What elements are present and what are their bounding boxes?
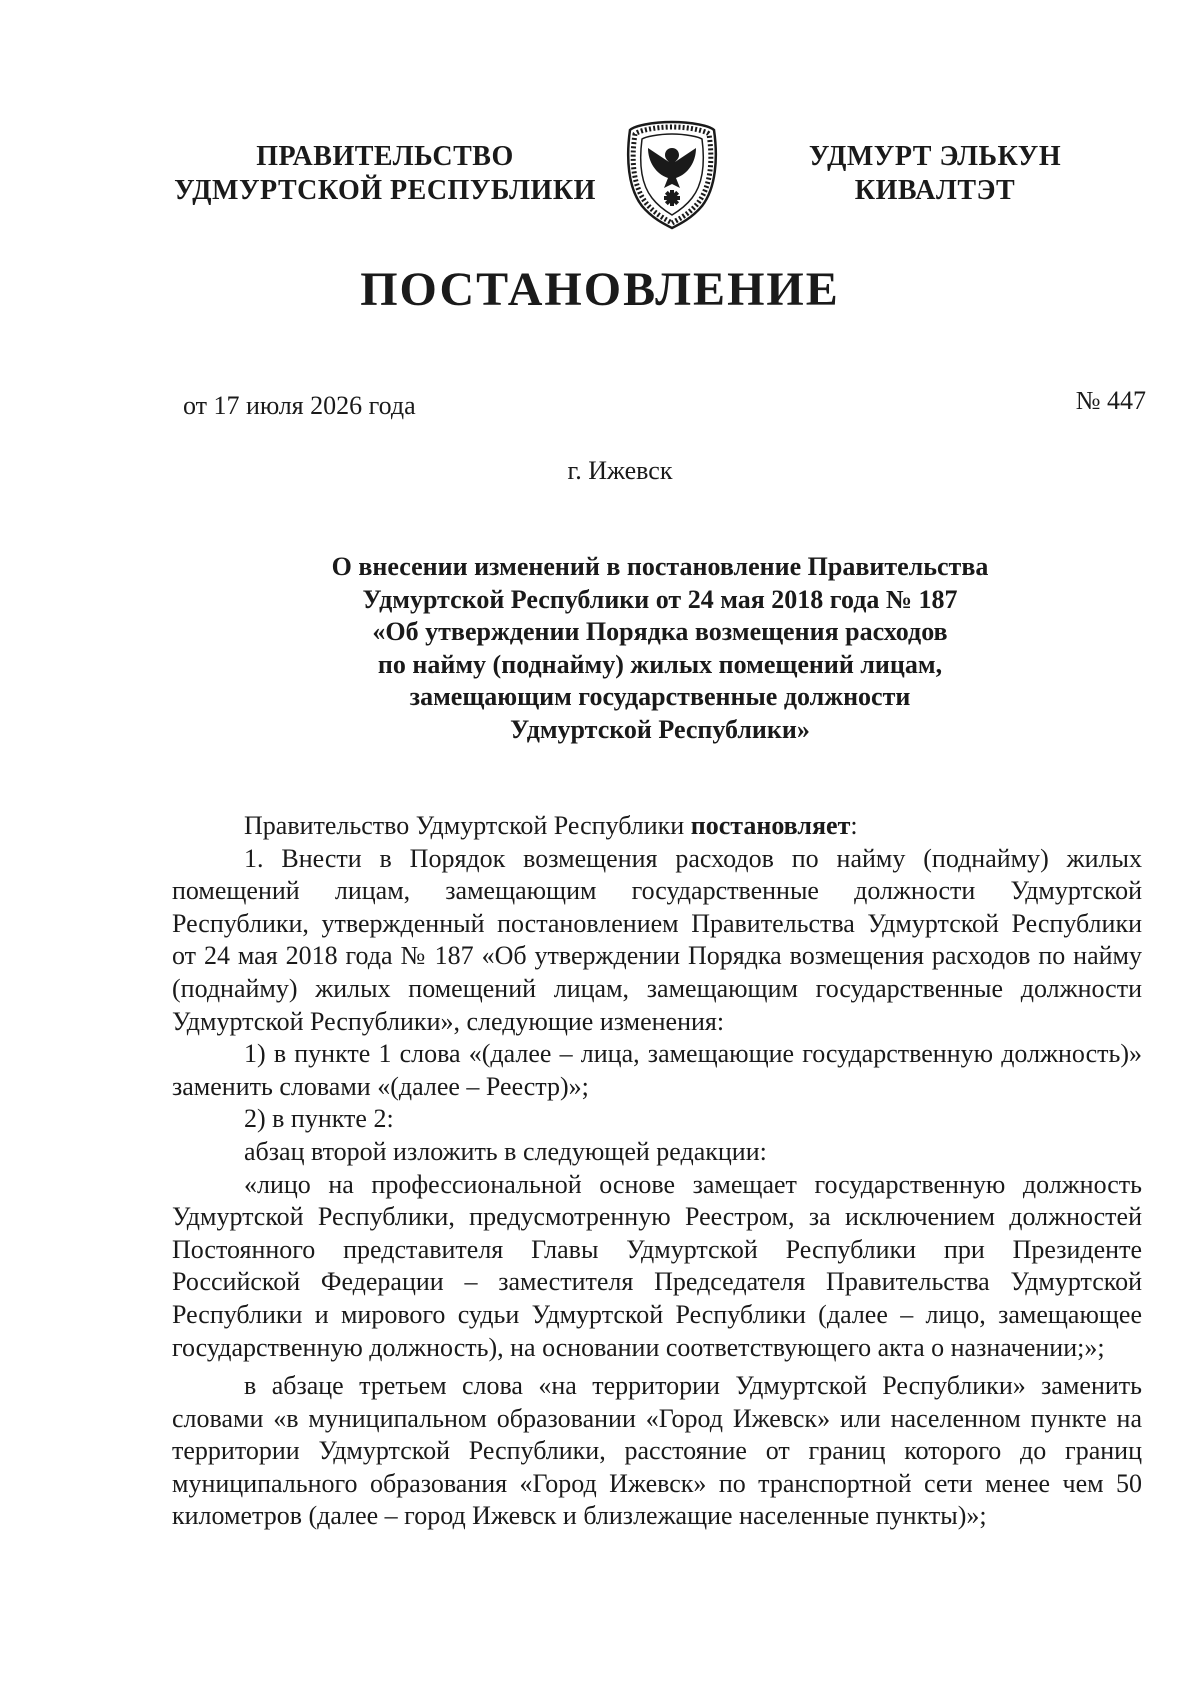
- document-city: г. Ижевск: [567, 456, 673, 485]
- title-line: замещающим государственные должности: [409, 682, 911, 711]
- body-paragraph: абзац второй изложить в следующей редакции:: [244, 1136, 767, 1166]
- header-right-org: [800, 140, 1070, 208]
- body-paragraph: 1) в пункте 1 слова «(далее – лица, замещающие государственную должность)» заменить словами «(далее – Реестр)»;: [172, 1039, 1142, 1101]
- coat-of-arms-icon: [618, 118, 726, 230]
- body-paragraph: 2) в пункте 2:: [244, 1104, 394, 1134]
- title-line: Удмуртской Республики»: [510, 714, 810, 744]
- title-line: по найму (поднайму) жилых помещений лицам,: [377, 649, 943, 679]
- title-line: «Об утверждении Порядка возмещения расходов: [372, 617, 948, 646]
- document-type-heading: ПОСТАНОВЛЕНИЕ: [360, 263, 840, 316]
- header-left-line-2: УДМУРТСКОЙ РЕСПУБЛИКИ: [174, 175, 596, 206]
- body-paragraph: в абзаце третьем слова «на территории Удмуртской Республики» заменить словами «в муниципальном образовании «Город Ижевск» или населенном пункте на территории Удмуртской Республики, расстояние от границ которого до границ муниципального образования «Город Ижевск» по транспортной сети менее чем 50 километров (далее – город Ижевск и близлежащие населенные пункты)»;: [172, 1371, 1142, 1531]
- header-right-line-1: УДМУРТ ЭЛЬКУН: [808, 141, 1062, 172]
- header-left-org: [160, 140, 610, 208]
- document-body: [172, 810, 1142, 1533]
- preamble-verb: постановляет: [690, 811, 851, 840]
- header-left-line-1: ПРАВИТЕЛЬСТВО: [256, 141, 514, 172]
- preamble-paragraph: [172, 810, 1142, 843]
- body-paragraph: «лицо на профессиональной основе замещает государственную должность Удмуртской Республики, предусмотренную Реестром, за исключением должностей Постоянного представителя Главы Удмуртской Республики при Президенте Российской Федерации – заместителя Председателя Правительства Удмуртской Республики и мирового судьи Удмуртской Республики (далее – лицо, замещающее государственную должность), на основании соответствующего акта о назначении;»;: [172, 1169, 1142, 1362]
- title-line: Удмуртской Республики от 24 мая 2018 года № 187: [362, 584, 958, 614]
- document-number: № 447: [1075, 386, 1146, 415]
- header-right-line-2: КИВАЛТЭТ: [854, 175, 1016, 206]
- document-date: от 17 июля 2026 года: [183, 391, 416, 420]
- preamble-colon: :: [850, 811, 858, 840]
- body-paragraph: 1. Внести в Порядок возмещения расходов по найму (поднайму) жилых помещений лицам, замещающим государственные должности Удмуртской Республики, утвержденный постановлением Правительства Удмуртской Республики от 24 мая 2018 года № 187 «Об утверждении Порядка возмещения расходов по найму (поднайму) жилых помещений лицам, замещающим государственные должности Удмуртской Республики», следующие изменения:: [172, 843, 1142, 1036]
- document-title: [250, 551, 1070, 746]
- title-line: О внесении изменений в постановление Правительства: [331, 552, 989, 581]
- preamble-text: Правительство Удмуртской Республики: [244, 811, 691, 840]
